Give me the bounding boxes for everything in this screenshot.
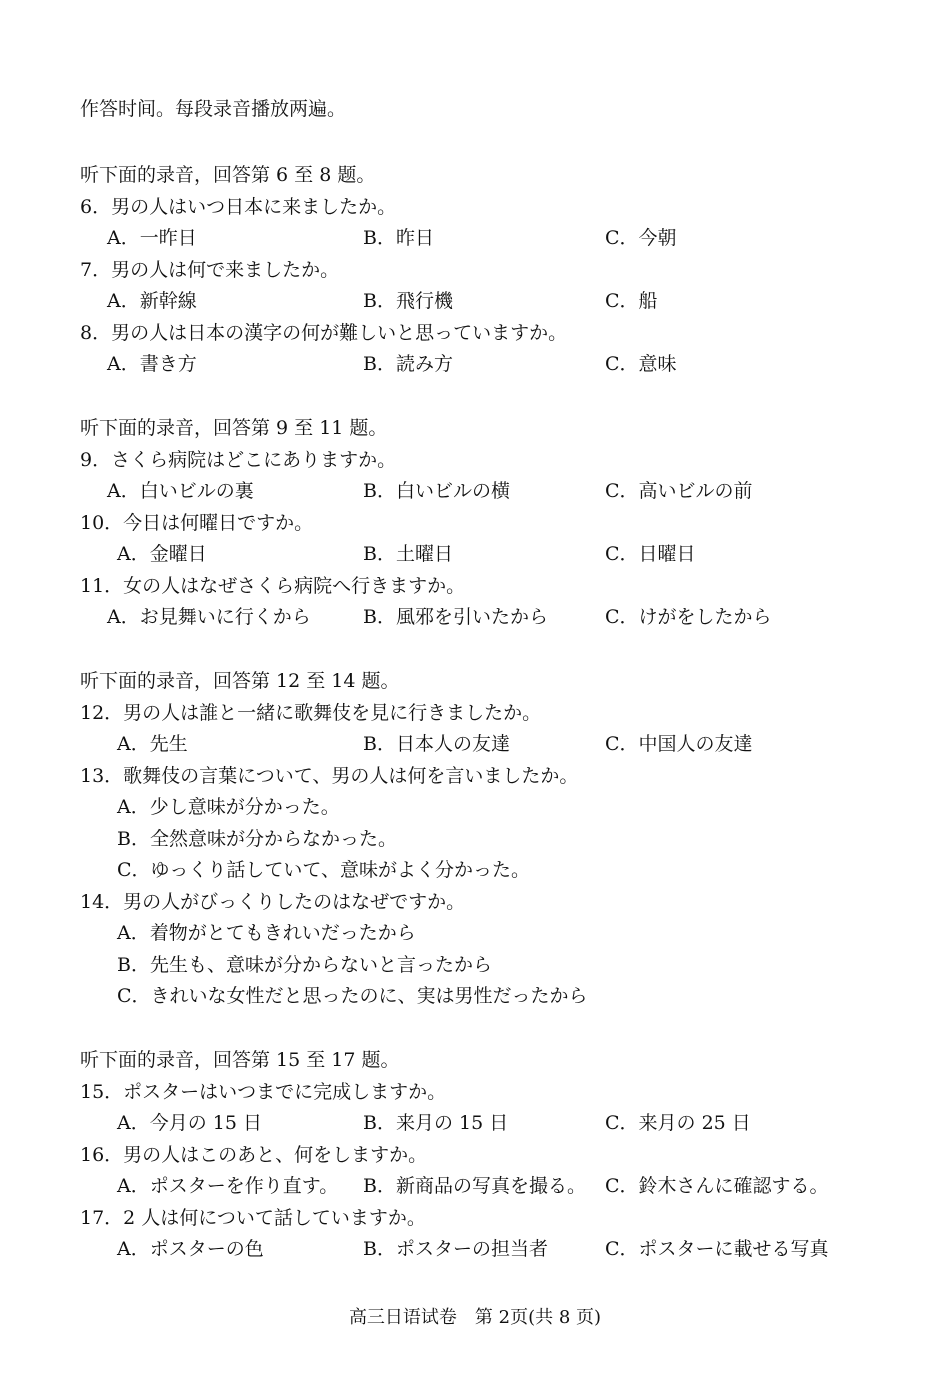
question-7: 7．男の人は何で来ましたか。: [80, 259, 340, 281]
option-a: A．金曜日: [117, 543, 207, 565]
option-a: A．着物がとてもきれいだったから: [117, 922, 416, 944]
option-a: A．今月の 15 日: [117, 1112, 262, 1134]
question-16: 16．男の人はこのあと、何をしますか。: [80, 1144, 428, 1166]
option-c: C．意味: [605, 353, 677, 375]
page-footer: 高三日语试卷 第 2页(共 8 页): [348, 1307, 602, 1328]
question-10: 10．今日は何曜日ですか。: [80, 512, 314, 534]
option-b: B．日本人の友達: [363, 733, 510, 755]
option-c: C．今朝: [605, 227, 677, 249]
question-6: 6．男の人はいつ日本に来ましたか。: [80, 196, 397, 218]
option-a: A．書き方: [107, 353, 197, 375]
question-12: 12．男の人は誰と一緒に歌舞伎を見に行きましたか。: [80, 702, 542, 724]
question-17: 17．2 人は何について話していますか。: [80, 1207, 426, 1229]
option-b: B．昨日: [363, 227, 434, 249]
option-b: B．土曜日: [363, 543, 453, 565]
option-b: B．先生も、意味が分からないと言ったから: [117, 954, 492, 976]
question-14: 14．男の人がびっくりしたのはなぜですか。: [80, 891, 466, 913]
option-b: B．全然意味が分からなかった。: [117, 828, 397, 850]
section-heading: 听下面的录音，回答第 6 至 8 题。: [80, 164, 376, 186]
option-b: B．来月の 15 日: [363, 1112, 509, 1134]
question-11: 11．女の人はなぜさくら病院へ行きますか。: [80, 575, 466, 597]
option-c: C．高いビルの前: [605, 480, 753, 502]
option-b: B．飛行機: [363, 290, 453, 312]
question-13: 13．歌舞伎の言葉について、男の人は何を言いましたか。: [80, 765, 579, 787]
question-9: 9．さくら病院はどこにありますか。: [80, 449, 397, 471]
option-c: C．来月の 25 日: [605, 1112, 751, 1134]
option-b: B．新商品の写真を撮る。: [363, 1175, 586, 1197]
option-a: A．お見舞いに行くから: [107, 606, 311, 628]
section-heading: 听下面的录音，回答第 15 至 17 题。: [80, 1049, 400, 1071]
option-b: B．風邪を引いたから: [363, 606, 548, 628]
question-15: 15．ポスターはいつまでに完成しますか。: [80, 1081, 447, 1103]
question-8: 8．男の人は日本の漢字の何が難しいと思っていますか。: [80, 322, 568, 344]
intro-text: 作答时间。每段录音播放两遍。: [80, 98, 347, 120]
option-b: B．ポスターの担当者: [363, 1238, 548, 1260]
option-c: C．中国人の友達: [605, 733, 753, 755]
option-a: A．新幹線: [107, 290, 197, 312]
option-a: A．一昨日: [107, 227, 197, 249]
option-c: C．ポスターに載せる写真: [605, 1238, 829, 1260]
option-c: C．日曜日: [605, 543, 696, 565]
option-b: B．白いビルの横: [363, 480, 510, 502]
option-c: C．ゆっくり話していて、意味がよく分かった。: [117, 859, 530, 881]
option-c: C．けがをしたから: [605, 606, 772, 628]
section-heading: 听下面的录音，回答第 9 至 11 题。: [80, 417, 388, 439]
option-a: A．先生: [117, 733, 188, 755]
option-c: C．きれいな女性だと思ったのに、実は男性だったから: [117, 985, 588, 1007]
option-a: A．ポスターを作り直す。: [117, 1175, 339, 1197]
section-heading: 听下面的录音，回答第 12 至 14 题。: [80, 670, 400, 692]
option-a: A．白いビルの裏: [107, 480, 254, 502]
option-a: A．少し意味が分かった。: [117, 796, 340, 818]
option-a: A．ポスターの色: [117, 1238, 264, 1260]
option-c: C．鈴木さんに確認する。: [605, 1175, 829, 1197]
option-c: C．船: [605, 290, 658, 312]
option-b: B．読み方: [363, 353, 453, 375]
